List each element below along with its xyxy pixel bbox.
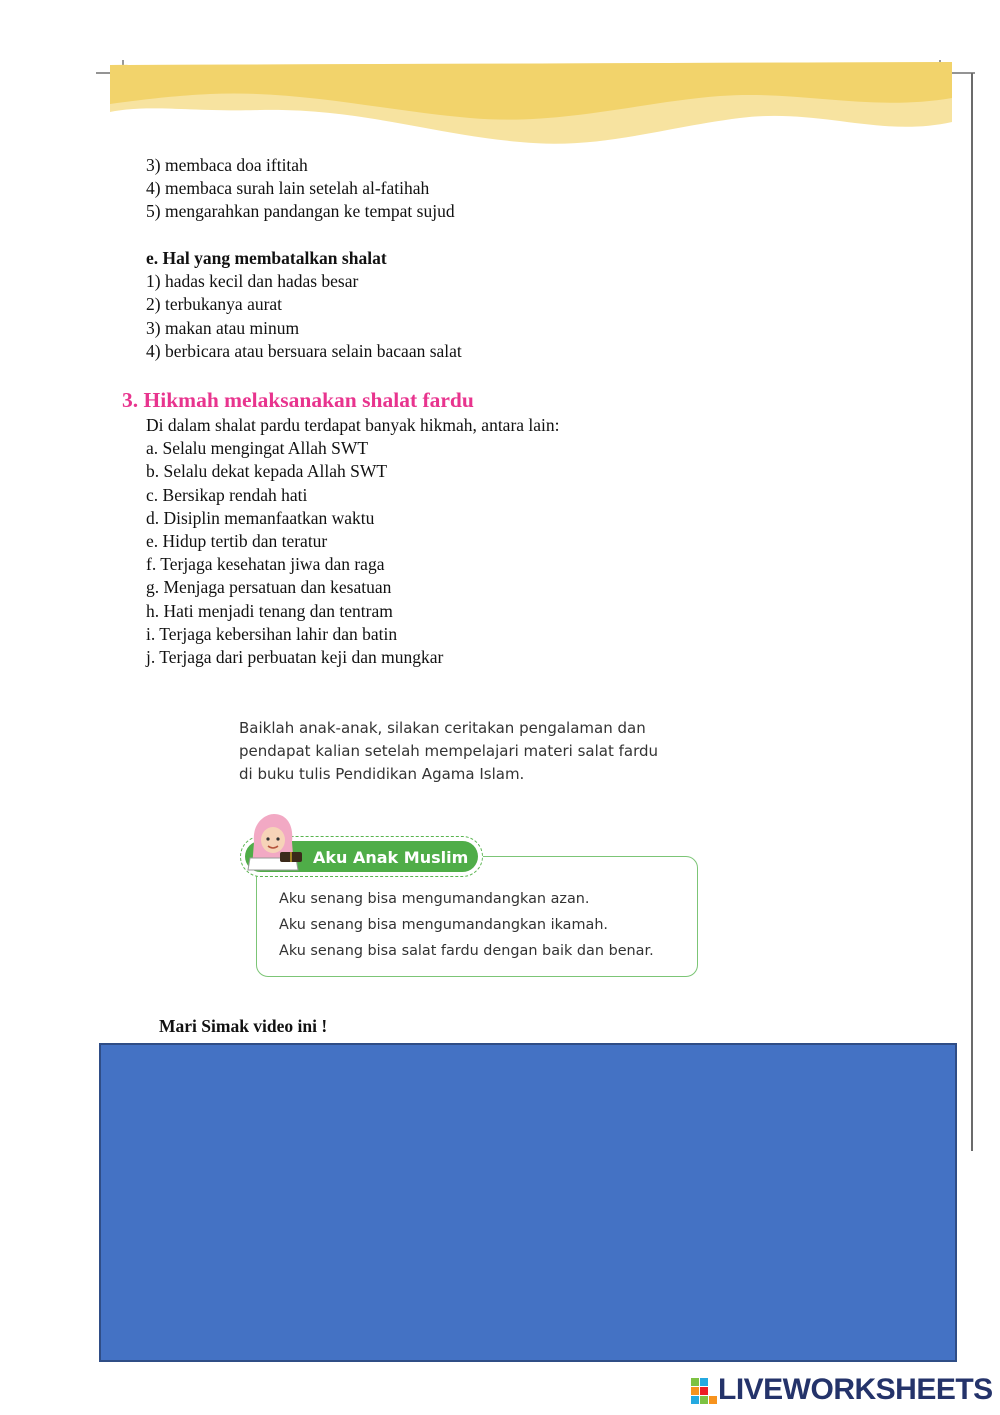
list-item: 3) makan atau minum [146,317,300,338]
section-3-heading: 3. Hikmah melaksanakan shalat fardu [122,388,474,412]
list-item: e. Hidup tertib dan teratur [146,531,328,552]
list-item: c. Bersikap rendah hati [146,484,308,505]
list-item: 1) hadas kecil dan hadas besar [146,271,359,292]
section-d-list [146,154,455,224]
activity-line: Baiklah anak-anak, silakan ceritakan pengalaman dan [239,719,646,737]
liveworksheets-brand: LIVEWORKSHEETS [718,1373,993,1406]
video-section-label: Mari Simak video ini ! [159,1016,328,1036]
section-3-list [146,414,560,669]
video-player[interactable] [99,1043,957,1362]
header-wave-banner [0,0,1000,160]
list-item: f. Terjaga kesehatan jiwa dan raga [146,554,385,575]
muslim-line: Aku senang bisa salat fardu dengan baik dan benar. [279,943,654,959]
list-item: h. Hati menjadi tenang dan tentram [146,600,393,621]
list-item: a. Selalu mengingat Allah SWT [146,438,369,459]
activity-line: pendapat kalian setelah mempelajari materi salat fardu [239,742,658,760]
section-3-intro: Di dalam shalat pardu terdapat banyak hikmah, antara lain: [146,415,560,435]
list-item: 5) mengarahkan pandangan ke tempat sujud [146,201,455,222]
list-item: 3) membaca doa iftitah [146,155,308,175]
muslim-line: Aku senang bisa mengumandangkan azan. [279,891,590,907]
list-item: d. Disiplin memanfaatkan waktu [146,507,375,528]
section-e [146,247,462,363]
page-edge-line [971,73,973,1151]
list-item: g. Menjaga persatuan dan kesatuan [146,577,392,598]
muslim-box-lines [279,886,654,964]
muslim-badge-label: Aku Anak Muslim [313,848,469,867]
liveworksheets-logo-icon [691,1378,717,1404]
list-item: 2) terbukanya aurat [146,294,283,315]
list-item: b. Selalu dekat kepada Allah SWT [146,461,388,482]
muslim-line: Aku senang bisa mengumandangkan ikamah. [279,917,609,933]
girl-reading-icon [244,812,314,876]
section-e-title: e. Hal yang membatalkan shalat [146,248,387,268]
list-item: 4) berbicara atau bersuara selain bacaan salat [146,340,462,361]
list-item: j. Terjaga dari perbuatan keji dan mungkar [146,647,444,668]
list-item: 4) membaca surah lain setelah al-fatihah [146,178,430,199]
list-item: i. Terjaga kebersihan lahir dan batin [146,623,398,644]
activity-line: di buku tulis Pendidikan Agama Islam. [239,765,525,783]
activity-instructions [239,717,658,786]
